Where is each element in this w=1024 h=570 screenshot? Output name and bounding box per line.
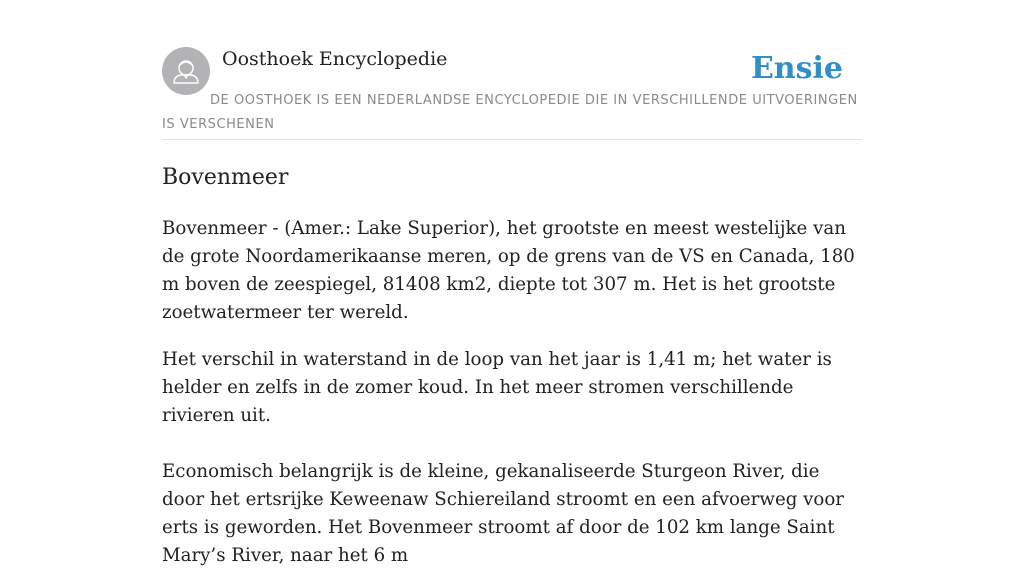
ensie-logo[interactable]: Ensie [750, 51, 843, 86]
user-icon [162, 47, 210, 95]
article-paragraph-2: Het verschil in waterstand in de loop van het jaar is 1,41 m; het water is helder en zelfs in de zomer koud. In het meer stromen verschillende rivieren uit. [162, 349, 832, 426]
article-content [162, 160, 867, 570]
article-paragraph-1: Bovenmeer - (Amer.: Lake Superior), het grootste en meest westelijke van de grote Noordamerikaanse meren, op de grens van de VS en Canada, 180 m boven de zeespiegel, 81408 km2, diepte tot 307 m. Het is het grootste zoetwatermeer ter wereld. [162, 218, 855, 323]
author-avatar[interactable] [162, 47, 210, 95]
site-title[interactable]: Oosthoek Encyclopedie [222, 48, 448, 70]
site-tagline: DE OOSTHOEK IS EEN NEDERLANDSE ENCYCLOPEDIE DIE IN VERSCHILLENDE UITVOERINGEN IS VERSCHENEN [162, 93, 858, 132]
site-header [162, 47, 862, 140]
article-title: Bovenmeer [162, 165, 289, 190]
article-paragraph-3: Economisch belangrijk is de kleine, gekanaliseerde Sturgeon River, die door het ertsrijke Keweenaw Schiereiland stroomt en een afvoerweg voor erts is geworden. Het Bovenmeer stroomt af door de 102 km lange Saint Mary’s River, naar het 6 m [162, 461, 845, 566]
